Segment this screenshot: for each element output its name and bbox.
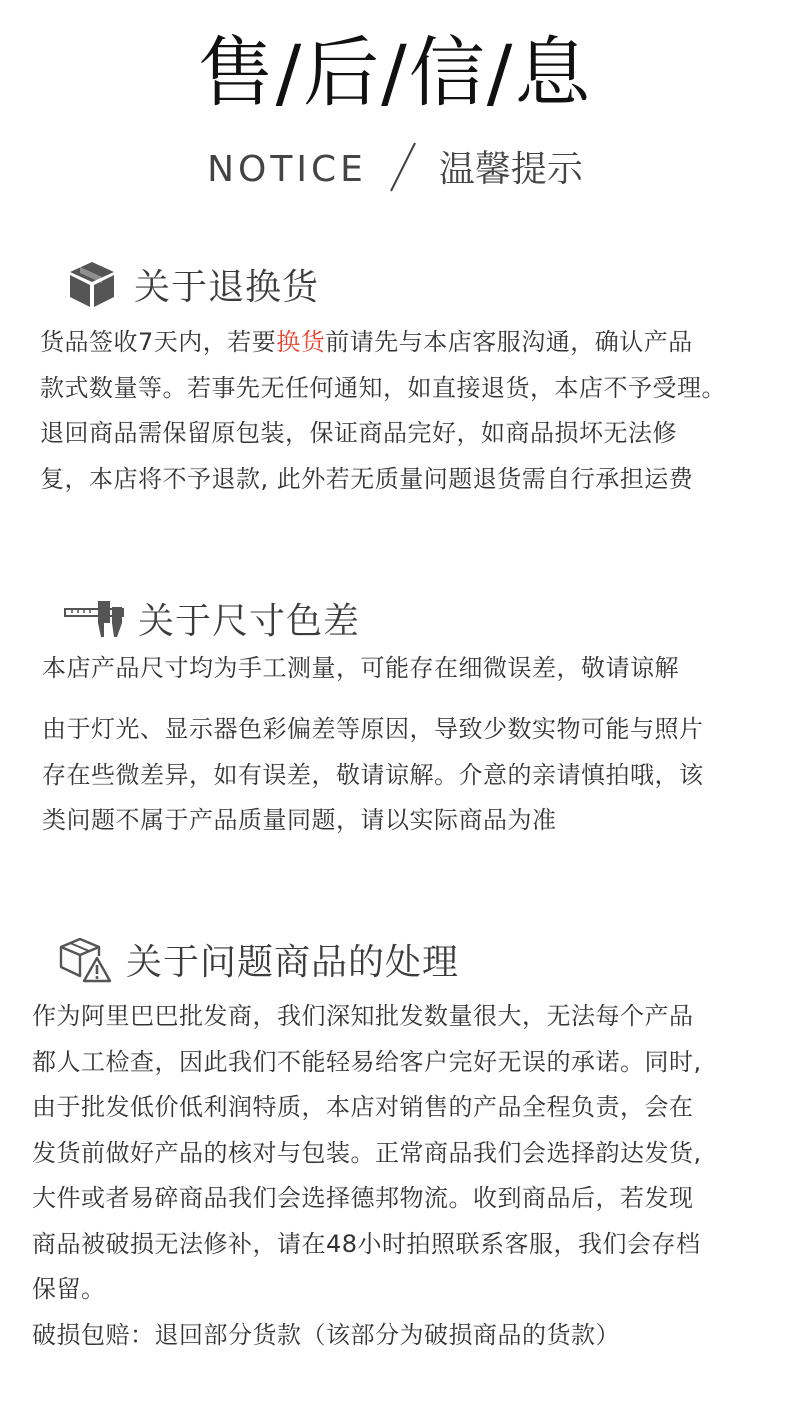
section-damaged-title: 关于问题商品的处理 <box>126 942 460 983</box>
section-size-body-1 <box>42 646 679 692</box>
damaged-line-7: 保留。 <box>32 1275 106 1303</box>
returns-line-1-end: 前请先与本店客服沟通，确认产品 <box>325 328 693 356</box>
page-subtitle <box>0 142 790 198</box>
page-title: 售/后/信/息 <box>197 28 593 117</box>
size-note-line: 本店产品尺寸均为手工测量，可能存在细微误差，敬请谅解 <box>42 654 679 682</box>
section-returns-body <box>40 320 726 502</box>
section-returns-heading <box>66 258 319 310</box>
section-size-title: 关于尺寸色差 <box>138 601 361 642</box>
size-color-line-2: 存在些微差异，如有误差，敬请谅解。介意的亲请慎拍哦，该 <box>42 760 704 789</box>
damaged-line-4: 发货前做好产品的核对与包装。正常商品我们会选择韵达发货, <box>32 1138 702 1167</box>
section-damaged-heading <box>58 934 459 985</box>
damaged-box-icon <box>58 936 112 984</box>
box-icon <box>66 258 118 310</box>
damaged-line-8: 破损包赔：退回部分货款（该部分为破损商品的货款） <box>32 1320 620 1349</box>
damaged-line-5: 大件或者易碎商品我们会选择德邦物流。收到商品后，若发现 <box>32 1184 694 1212</box>
damaged-line-2: 都人工检查，因此我们不能轻易给客户完好无误的承诺。同时, <box>32 1047 702 1076</box>
caliper-icon <box>64 599 126 639</box>
damaged-line-1: 作为阿里巴巴批发商，我们深知批发数量很大，无法每个产品 <box>32 1002 694 1030</box>
size-color-line-1: 由于灯光、显示器色彩偏差等原因，导致少数实物可能与照片 <box>42 715 704 743</box>
returns-line-3: 退回商品需保留原包装，保证商品完好，如商品损坏无法修 <box>40 419 677 447</box>
slash-divider-icon <box>389 141 417 193</box>
section-size-body-2 <box>42 707 704 844</box>
section-returns-title: 关于退换货 <box>134 266 320 308</box>
damaged-line-3: 由于批发低价低利润特质，本店对销售的产品全程负责，会在 <box>32 1093 694 1121</box>
section-size-heading <box>64 593 360 644</box>
returns-line-1-start: 货品签收7天内，若要 <box>40 328 277 356</box>
subtitle-chinese: 温馨提示 <box>438 149 583 190</box>
size-color-line-3: 类问题不属于产品质量同题，请以实际商品为准 <box>42 806 557 834</box>
subtitle-english: NOTICE <box>207 149 367 190</box>
returns-line-4: 复，本店将不予退款, 此外若无质量问题退货需自行承担运费 <box>40 464 694 493</box>
section-damaged-body <box>32 994 702 1358</box>
damaged-line-6: 商品被破损无法修补，请在48小时拍照联系客服，我们会存档 <box>32 1229 701 1258</box>
returns-highlight-exchange: 换货 <box>276 328 326 356</box>
returns-line-2: 款式数量等。若事先无任何通知，如直接退货，本店不予受理。 <box>40 373 726 402</box>
